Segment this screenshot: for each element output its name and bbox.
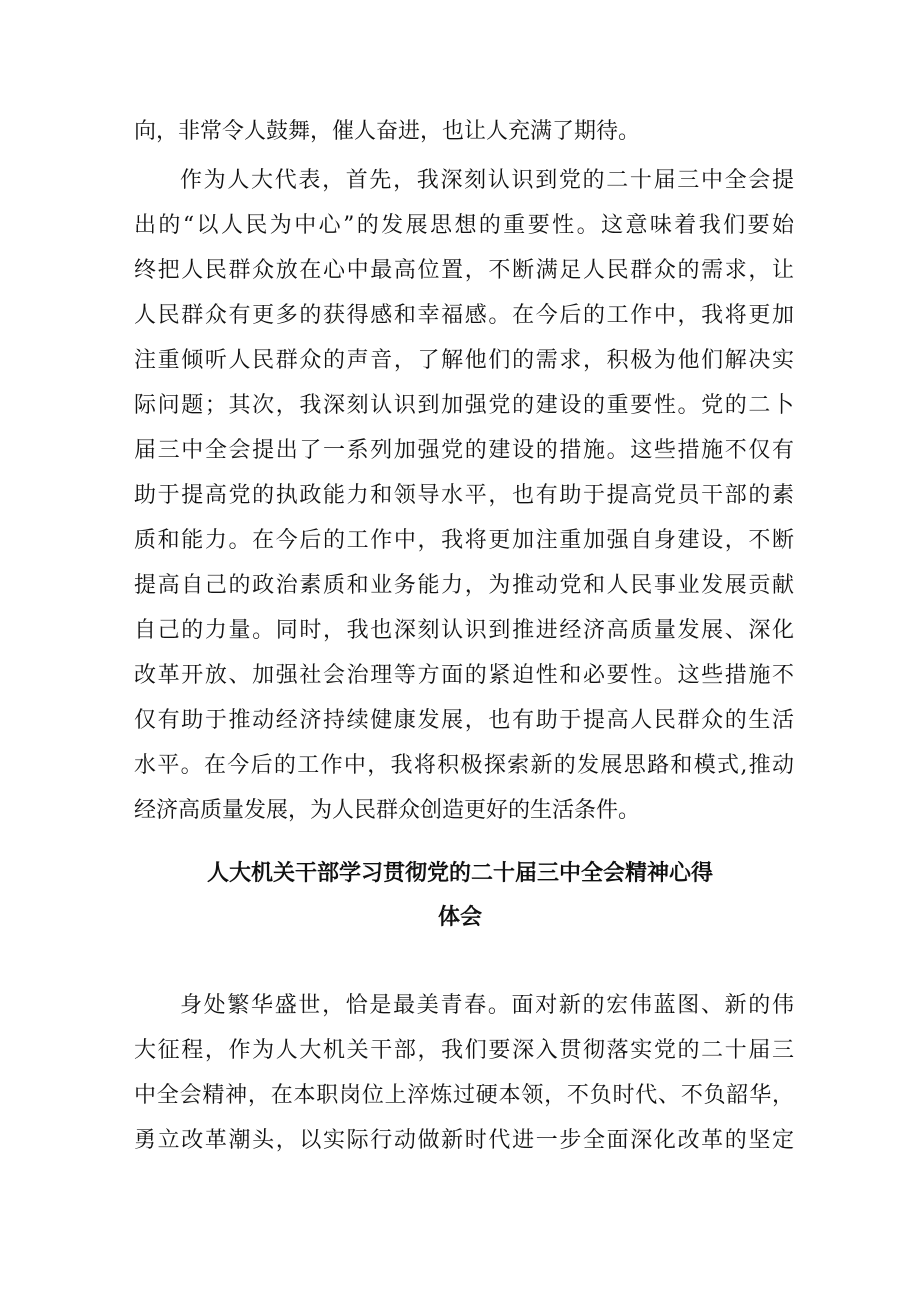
paragraph-line: 提高自己的政治素质和业务能力，为推动党和人民事业发展贡献 xyxy=(134,573,794,598)
paragraph-line: 向，非常令人鼓舞，催人奋进，也让人充满了期待。 xyxy=(134,119,641,144)
section-heading: 人大机关干部学习贯彻党的二十届三中全会精神心得 xyxy=(206,861,713,886)
paragraph-line: 届三中全会提出了一系列加强党的建设的措施。这些措施不仅有 xyxy=(134,438,794,463)
paragraph-line: 大征程，作为人大机关干部，我们要深入贯彻落实党的二十届三 xyxy=(134,1038,794,1063)
paragraph-line: 作为人大代表，首先，我深刻认识到党的二十届三中全会提 xyxy=(180,168,794,193)
paragraph-line: 出的“以人民为中心”的发展思想的重要性。这意味着我们要始 xyxy=(134,213,794,238)
paragraph-line: 经济高质量发展，为人民群众创造更好的生活条件。 xyxy=(134,798,641,823)
paragraph-line: 身处繁华盛世，恰是最美青春。面对新的宏伟蓝图、新的伟 xyxy=(180,993,794,1018)
paragraph-line: 自己的力量。同时，我也深刻认识到推进经济高质量发展、深化 xyxy=(134,618,794,643)
paragraph-line: 勇立改革潮头，以实际行动做新时代进一步全面深化改革的坚定 xyxy=(134,1128,794,1153)
paragraph-line: 仅有助于推动经济持续健康发展，也有助于提高人民群众的生活 xyxy=(134,708,794,733)
section-heading-continued: 体会 xyxy=(437,905,482,930)
paragraph-line: 助于提高党的执政能力和领导水平，也有助于提高党员干部的素 xyxy=(134,483,794,508)
paragraph-line: 注重倾听人民群众的声音，了解他们的需求，积极为他们解决实 xyxy=(134,348,794,373)
paragraph-line: 终把人民群众放在心中最高位置，不断满足人民群众的需求，让 xyxy=(134,258,794,283)
paragraph-line: 际问题；其次，我深刻认识到加强党的建设的重要性。党的二卜 xyxy=(134,393,794,418)
paragraph-line: 质和能力。在今后的工作中，我将更加注重加强自身建设，不断 xyxy=(134,528,794,553)
paragraph-line: 水平。在今后的工作中，我将积极探索新的发展思路和模式,推动 xyxy=(134,753,794,778)
paragraph-line: 人民群众有更多的获得感和幸福感。在今后的工作中，我将更加 xyxy=(134,303,794,328)
paragraph-line: 改革开放、加强社会治理等方面的紧迫性和必要性。这些措施不 xyxy=(134,663,794,688)
paragraph-line: 中全会精神，在本职岗位上淬炼过硬本领，不负时代、不负韶华， xyxy=(134,1083,794,1108)
